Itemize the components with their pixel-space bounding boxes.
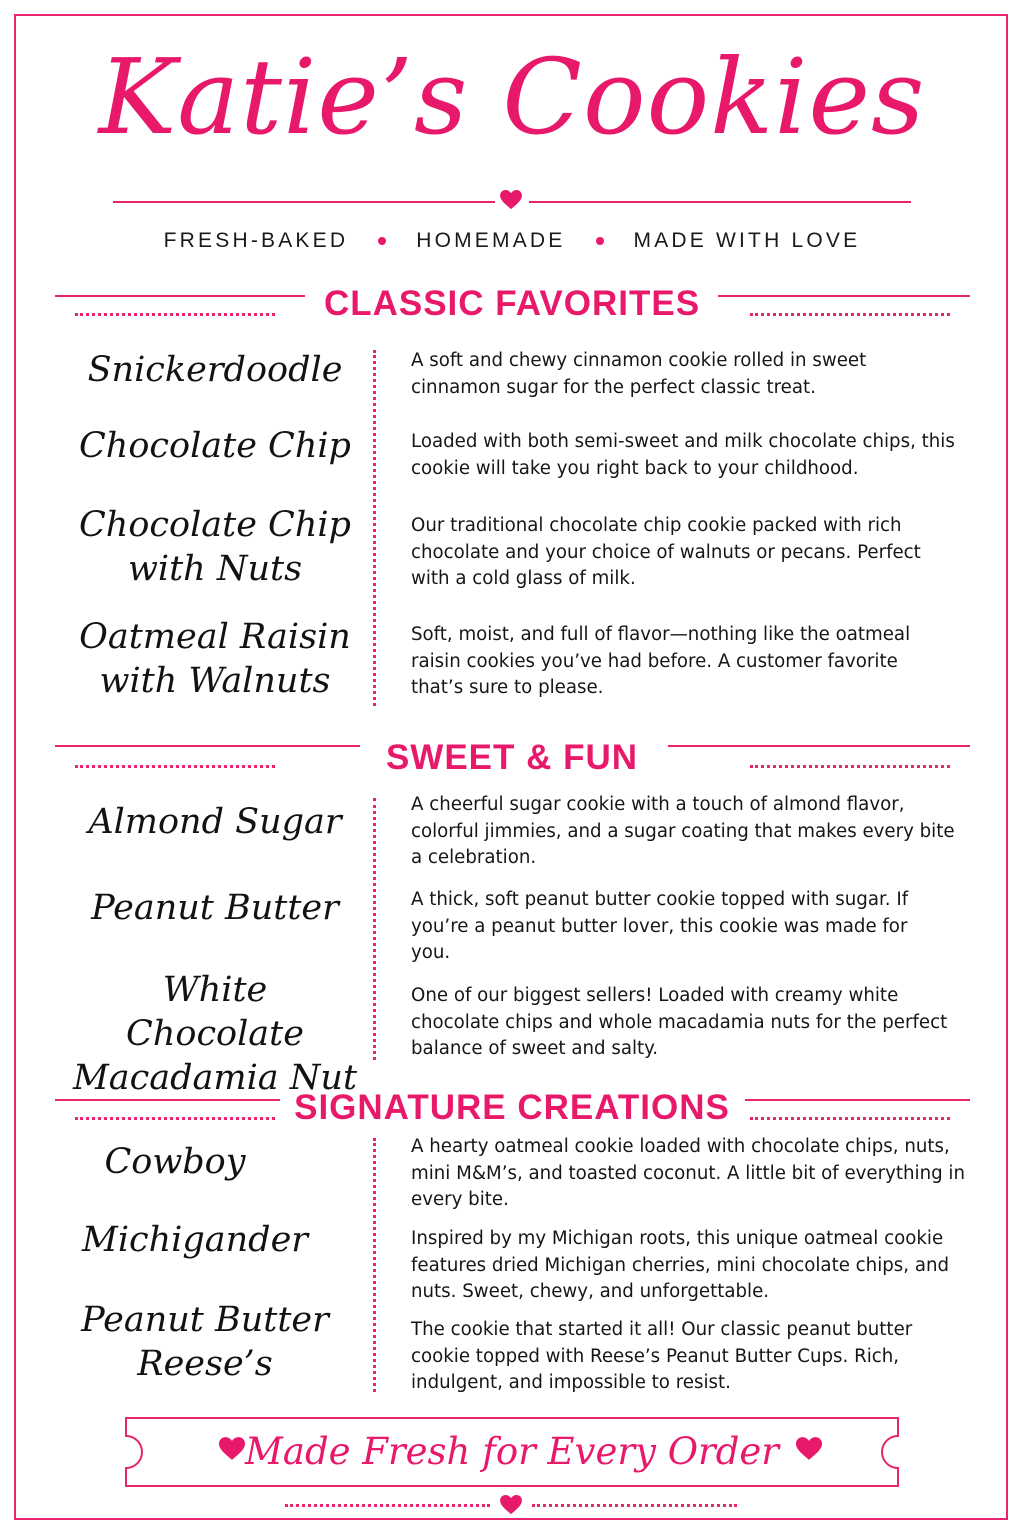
cookie-description: A thick, soft peanut butter cookie topped with sugar. If you’re a peanut butter lover, this cookie was made for you. [411,889,909,963]
cookie-name: Peanut Butter Reese’s [81,1300,329,1384]
cookie-name: Almond Sugar [88,802,342,842]
heart-icon [219,1437,245,1461]
cookie-description: A hearty oatmeal cookie loaded with chocolate chips, nuts, mini M&M’s, and toasted coconut. A little bit of everything in every bite. [411,1136,966,1210]
cookie-description: Our traditional chocolate chip cookie packed with rich chocolate and your choice of walnuts or pecans. Perfect with a cold glass of milk. [411,515,921,589]
heart-icon [796,1437,822,1461]
cookie-name: White Chocolate Macadamia Nut [72,970,358,1098]
cookie-name: Michigander [81,1220,309,1260]
cookie-description: Loaded with both semi-sweet and milk chocolate chips, this cookie will take you right back to your childhood. [411,431,955,479]
cookie-name: Peanut Butter [91,888,339,928]
tagline-item: HOMEMADE [416,229,566,252]
cookie-name: Oatmeal Raisin with Walnuts [79,617,351,701]
title-rule-left [113,201,495,203]
section-rule-right [718,295,970,297]
section-dots-right [750,765,950,772]
column-divider [373,1138,376,1392]
heart-icon [500,190,522,210]
cookie-name: Chocolate Chip [79,426,351,466]
heart-icon [500,1495,522,1515]
section-title-signature: SIGNATURE CREATIONS [294,1088,730,1127]
footer-dots-right [532,1504,737,1511]
tagline-item: FRESH-BAKED [163,229,349,252]
cookie-description: Soft, moist, and full of flavor—nothing like the oatmeal raisin cookies you’ve had before. A customer favorite that’s sure to please. [411,624,911,698]
cookie-description: Inspired by my Michigan roots, this unique oatmeal cookie features dried Michigan cherries, mini chocolate chips, and nuts. Sweet, chewy, and unforgettable. [411,1228,950,1302]
section-rule-right [668,745,970,747]
section-dots-right [750,1117,950,1124]
section-title-sweet: SWEET & FUN [385,738,639,777]
page-title: Katie’s Cookies [98,36,926,158]
cookie-name: Cowboy [104,1142,246,1182]
bullet-dot [596,237,604,245]
banner-text: Made Fresh for Every Order [245,1430,779,1473]
section-title-classic: CLASSIC FAVORITES [323,284,701,323]
cookie-description: The cookie that started it all! Our classic peanut butter cookie topped with Reese’s Peanut Butter Cups. Rich, indulgent, and impossible to resist. [411,1319,913,1393]
cookie-description: A cheerful sugar cookie with a touch of almond flavor, colorful jimmies, and a sugar coating that makes every bite a celebration. [411,794,955,868]
column-divider [373,350,376,706]
tagline-item: MADE WITH LOVE [633,229,861,252]
tagline [0,228,1024,254]
cookie-description: A soft and chewy cinnamon cookie rolled in sweet cinnamon sugar for the perfect classic treat. [411,350,867,398]
footer-dots-left [285,1504,490,1511]
cookie-description: One of our biggest sellers! Loaded with creamy white chocolate chips and whole macadamia nuts for the perfect balance of sweet and salty. [411,985,948,1059]
cookie-name: Snickerdoodle [87,350,343,390]
bullet-dot [378,237,386,245]
section-rule-right [745,1099,970,1101]
title-rule-right [529,201,911,203]
column-divider [373,798,376,1060]
section-dots-right [750,313,950,320]
cookie-name: Chocolate Chip with Nuts [79,505,351,589]
